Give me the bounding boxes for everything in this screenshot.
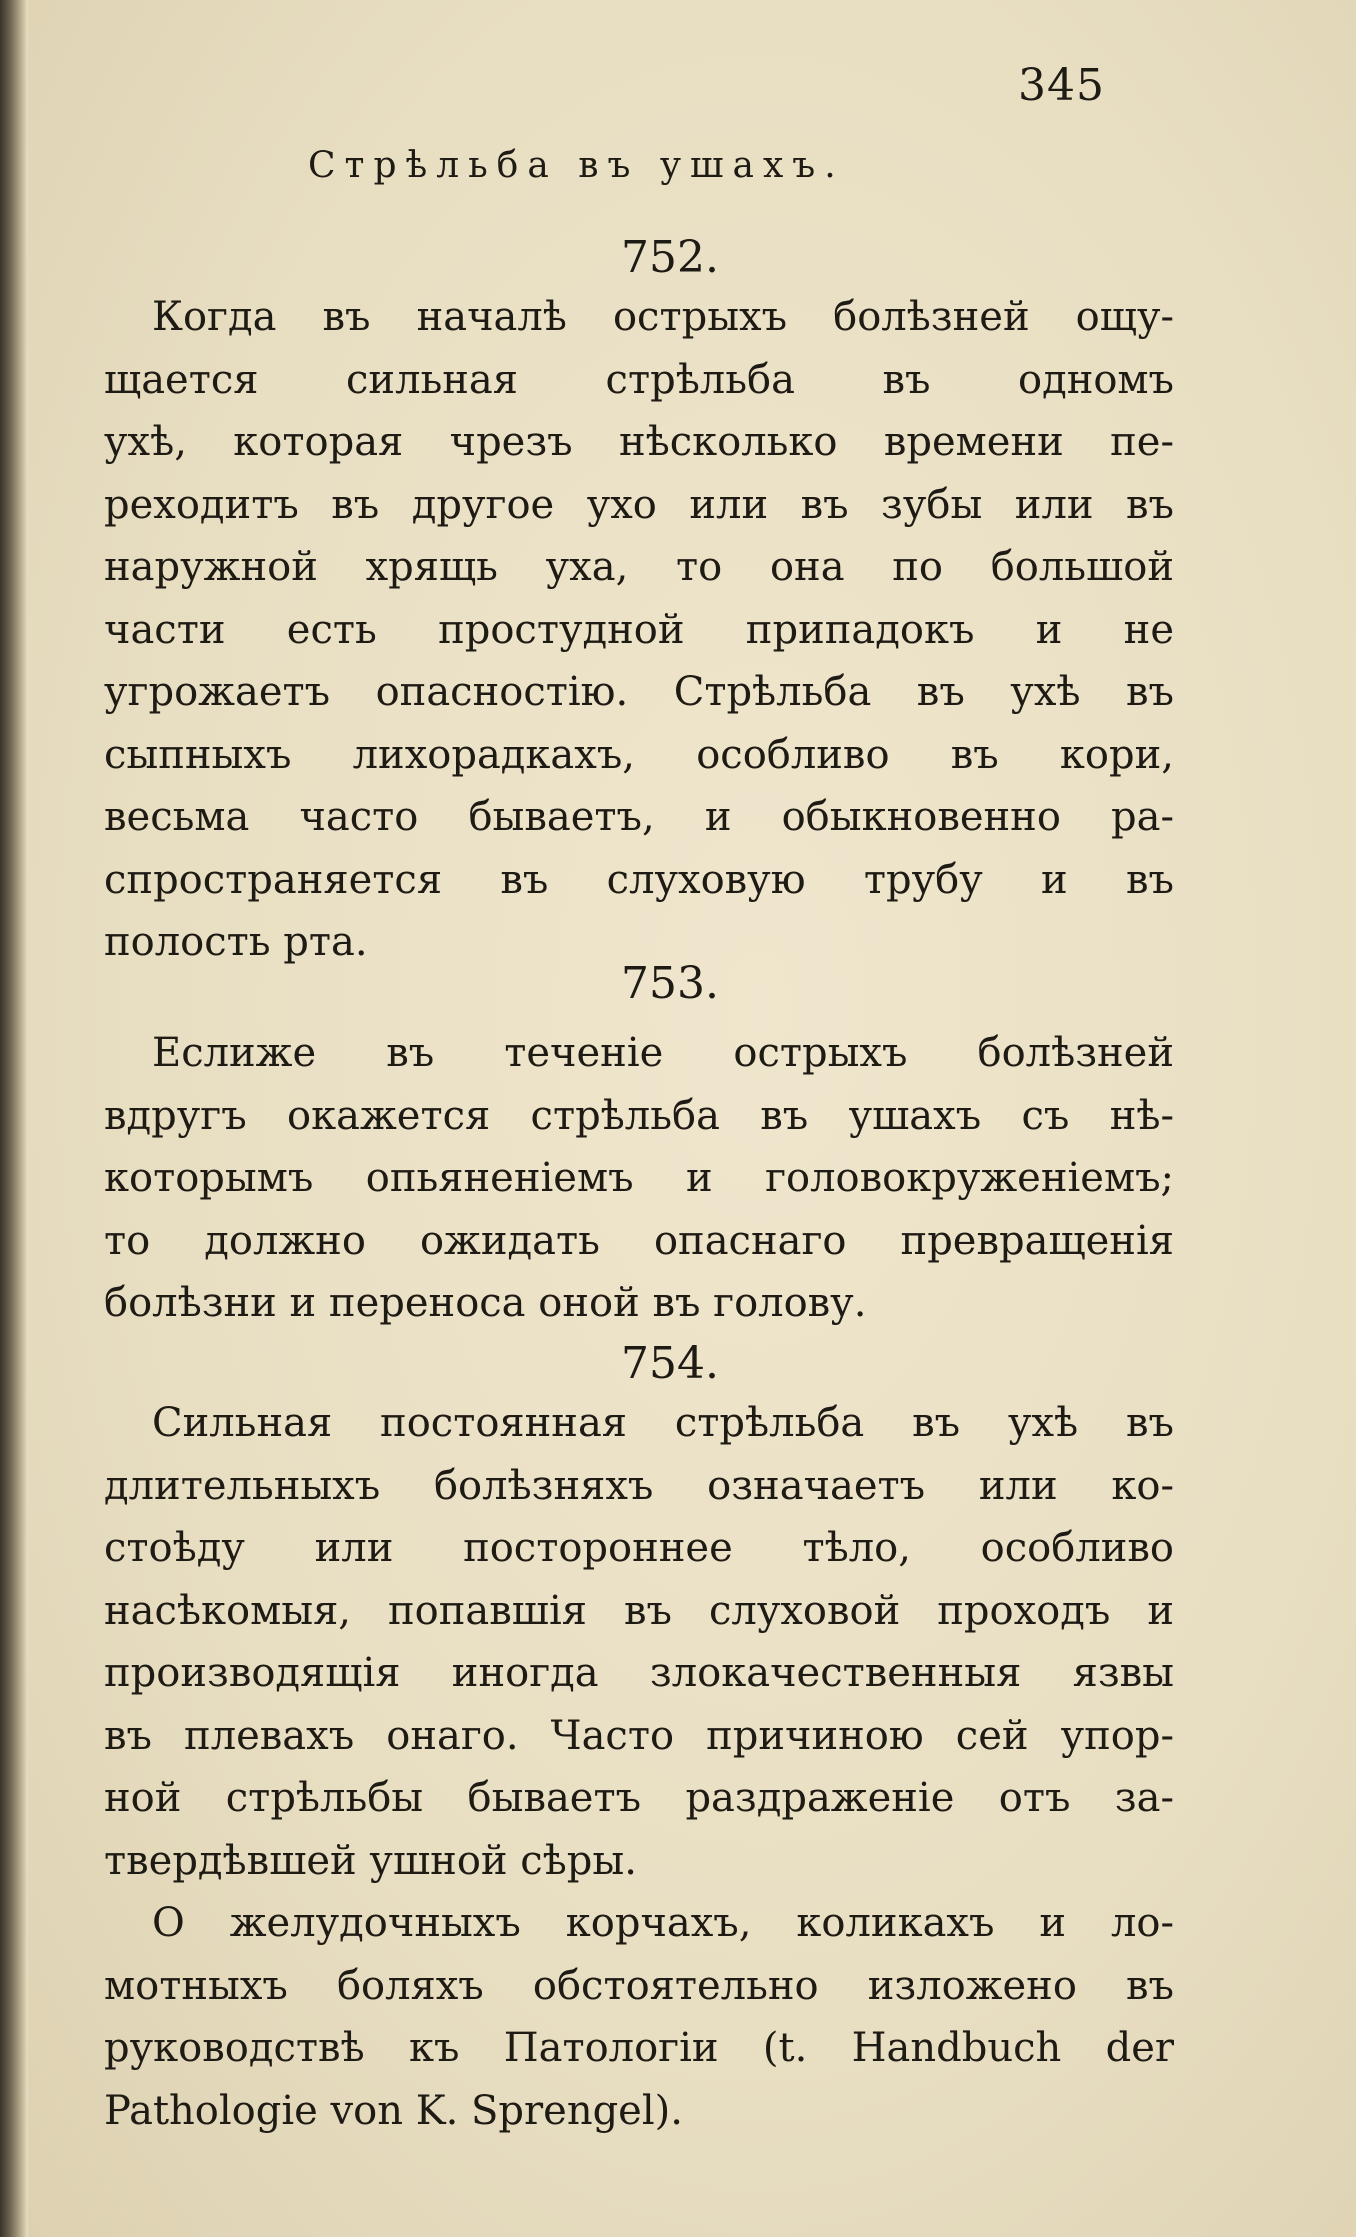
- section-number-752: 752.: [621, 232, 719, 283]
- paragraph-754: [104, 1392, 1174, 1892]
- text-line: то должно ожидать опаснаго превращенія: [104, 1217, 1174, 1264]
- text-line: Pathologie von K. Sprengel).: [104, 2087, 683, 2134]
- text-line: ухѣ, которая чрезъ нѣсколько времени пе-: [104, 419, 1174, 465]
- text-line: твердѣвшей ушной сѣры.: [104, 1837, 637, 1884]
- text-line: сыпныхъ лихорадкахъ, особливо въ кори,: [104, 731, 1174, 778]
- paragraph-752: [104, 286, 1174, 974]
- text-line: Когда въ началѣ острыхъ болѣзней ощу-: [152, 294, 1174, 340]
- text-line: полость рта.: [104, 919, 368, 965]
- book-binding-edge: [0, 0, 28, 2237]
- text-line: Еслиже въ теченіе острыхъ болѣзней: [152, 1030, 1174, 1076]
- paragraph-753: [104, 1022, 1174, 1335]
- text-line: производящія иногда злокачественныя язвы: [104, 1650, 1174, 1696]
- text-line: руководствѣ къ Патологіи (t. Handbuch der: [104, 2025, 1174, 2071]
- text-line: мотныхъ боляхъ обстоятельно изложено въ: [104, 1962, 1174, 2009]
- text-line: Сильная постоянная стрѣльба въ ухѣ въ: [152, 1400, 1174, 1446]
- page-number: 345: [1018, 60, 1105, 111]
- text-line: длительныхъ болѣзняхъ означаетъ или ко-: [104, 1462, 1174, 1509]
- text-line: О желудочныхъ корчахъ, коликахъ и ло-: [152, 1900, 1174, 1946]
- text-line: которымъ опьяненіемъ и головокруженіемъ;: [104, 1155, 1174, 1201]
- section-number-754: 754.: [621, 1338, 719, 1389]
- text-line: насѣкомыя, попавшія въ слуховой проходъ и: [104, 1587, 1174, 1634]
- paragraph-closing: [104, 1892, 1174, 2142]
- text-line: угрожаетъ опасностію. Стрѣльба въ ухѣ въ: [104, 669, 1174, 715]
- text-line: спространяется въ слуховую трубу и въ: [104, 856, 1174, 903]
- text-line: ной стрѣльбы бываетъ раздраженіе отъ за-: [104, 1775, 1174, 1821]
- section-number-753: 753.: [621, 958, 719, 1009]
- text-line: весьма часто бываетъ, и обыкновенно ра-: [104, 794, 1174, 840]
- text-line: наружной хрящь уха, то она по большой: [104, 544, 1174, 590]
- text-line: въ плевахъ онаго. Часто причиною сей упор-: [104, 1712, 1174, 1759]
- text-line: щается сильная стрѣльба въ одномъ: [104, 356, 1174, 403]
- text-line: стоѣду или постороннее тѣло, особливо: [104, 1525, 1174, 1571]
- text-line: части есть простудной припадокъ и не: [104, 606, 1174, 653]
- running-head: Стрѣльба въ ушахъ.: [308, 145, 845, 186]
- text-line: реходитъ въ другое ухо или въ зубы или въ: [104, 481, 1174, 528]
- text-line: болѣзни и переноса оной въ голову.: [104, 1280, 867, 1326]
- text-line: вдругъ окажется стрѣльба въ ушахъ съ нѣ-: [104, 1092, 1174, 1139]
